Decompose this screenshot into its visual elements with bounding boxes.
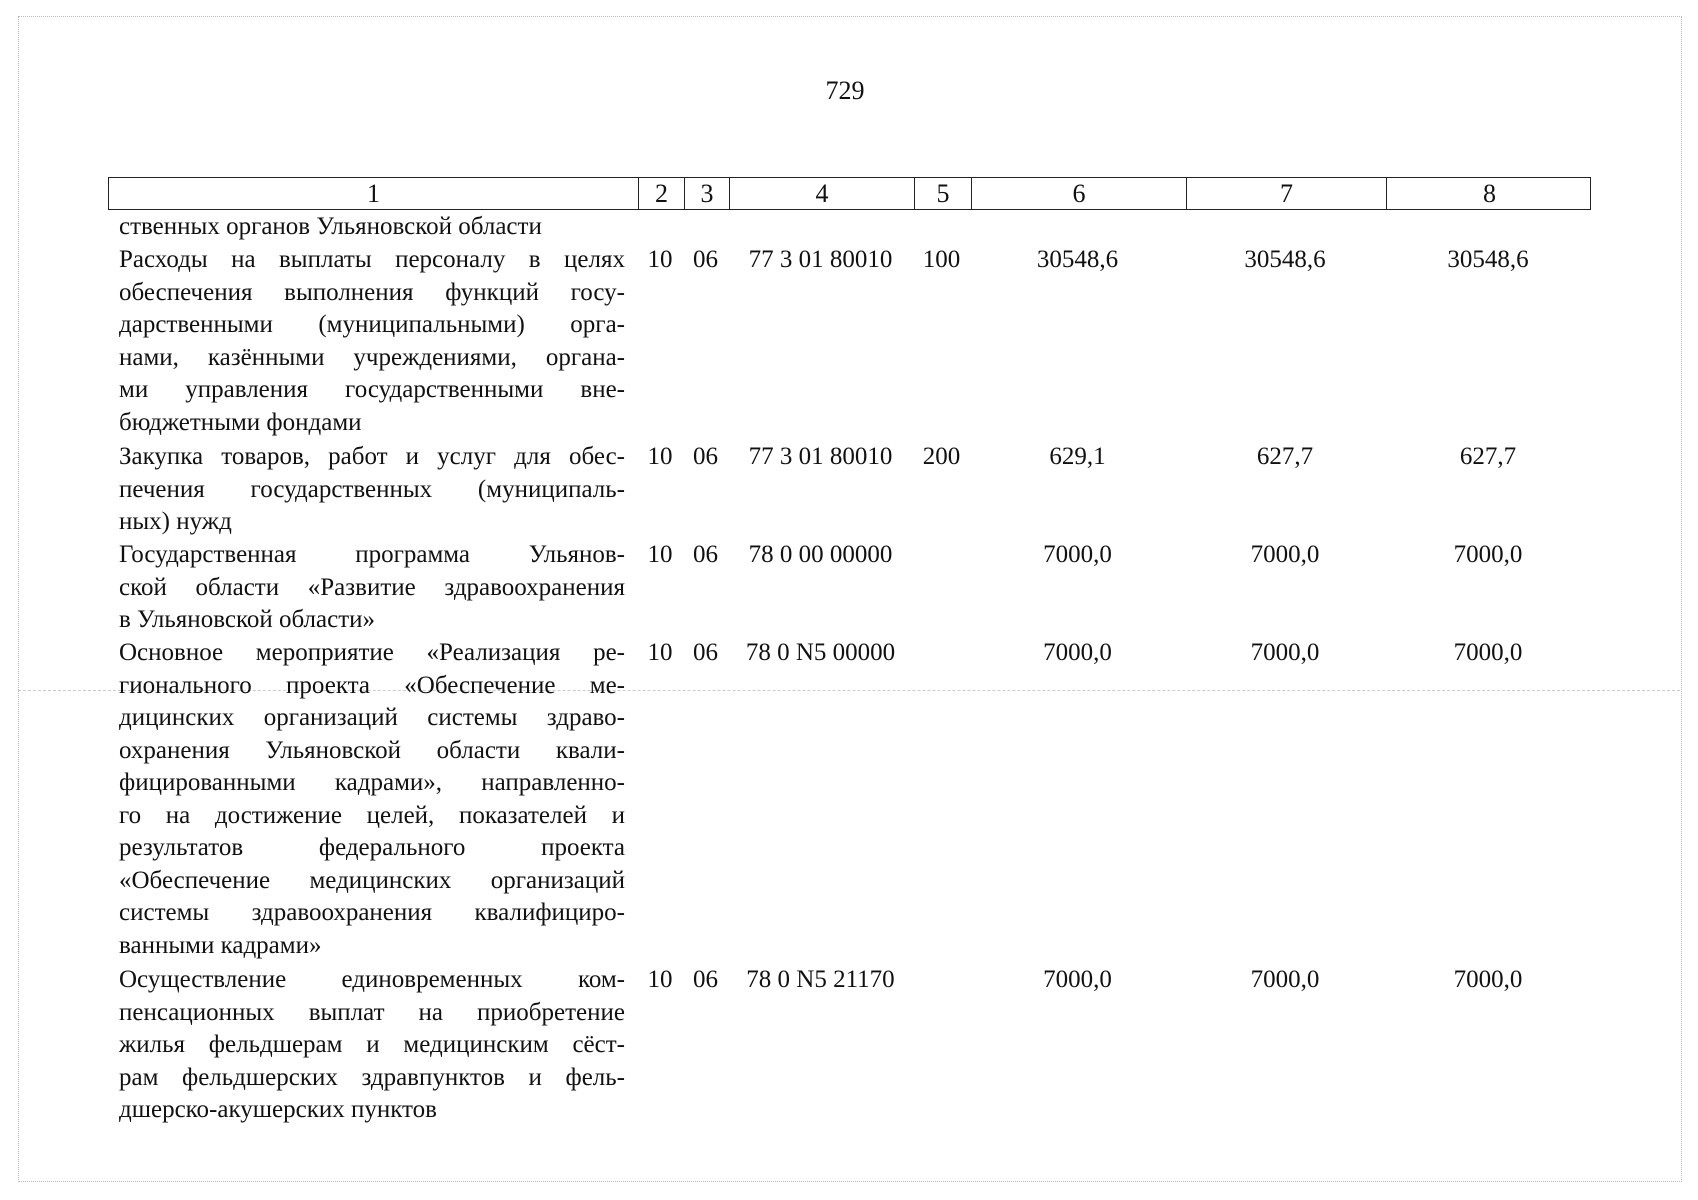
description-line: дицинских организаций системы здраво- <box>119 704 625 731</box>
cell-c7: 7000,0 <box>1250 966 1320 993</box>
description-line: го на достижение целей, показателей и <box>119 801 625 829</box>
header-col-5: 5 <box>914 178 971 209</box>
cell-c7: 7000,0 <box>1250 639 1320 666</box>
cell-c8: 7000,0 <box>1453 541 1523 568</box>
row-description <box>119 964 625 1127</box>
description-line: печения государственных (муниципаль- <box>119 475 625 503</box>
header-col-1: 1 <box>367 179 380 208</box>
description-line: фицированными кадрами», направленно- <box>119 769 625 796</box>
header-col-7: 7 <box>1186 178 1386 209</box>
header-col-2: 2 <box>638 178 684 209</box>
cell-c5: 100 <box>922 246 961 273</box>
description-line: нами, казёнными учреждениями, органа- <box>119 343 625 371</box>
cell-c7: 30548,6 <box>1244 246 1326 273</box>
cell-c3: 06 <box>693 639 718 666</box>
cell-c3: 06 <box>693 246 718 273</box>
cell-c2: 10 <box>647 639 673 666</box>
description-line: ственных органов Ульяновской области <box>119 213 542 240</box>
description-line: дшерско-акушерских пунктов <box>119 1096 437 1123</box>
description-line: обеспечения выполнения функций госу- <box>119 278 625 306</box>
description-line: в Ульяновской области» <box>119 606 376 633</box>
cell-c8: 7000,0 <box>1453 639 1523 666</box>
description-line: «Обеспечение медицинских организаций <box>119 866 625 894</box>
cell-c3: 06 <box>693 443 718 470</box>
cell-c2: 10 <box>647 443 673 470</box>
cell-c4: 78 0 N5 21170 <box>746 966 895 993</box>
cell-c2: 10 <box>647 246 673 273</box>
description-line: ской области «Развитие здравоохранения <box>119 573 625 601</box>
table-header <box>108 177 1591 210</box>
cell-c6: 7000,0 <box>1043 639 1112 666</box>
description-line: ми управления государственными вне- <box>119 376 625 403</box>
description-line: пенсационных выплат на приобретение <box>119 998 625 1026</box>
cell-c3: 06 <box>693 541 718 568</box>
row-description <box>119 244 625 439</box>
cell-c8: 627,7 <box>1459 443 1517 470</box>
row-description <box>119 441 625 539</box>
description-line: дарственными (муниципальными) орга- <box>119 311 625 338</box>
cell-c5: 200 <box>922 443 961 470</box>
page-number: 729 <box>825 76 865 105</box>
description-line: результатов федерального проекта <box>119 834 625 861</box>
row-description <box>119 211 625 244</box>
header-col-6: 6 <box>971 178 1186 209</box>
description-line: Закупка товаров, работ и услуг для обес- <box>119 443 625 470</box>
description-line: жилья фельдшерам и медицинским сёст- <box>119 1031 625 1058</box>
row-description <box>119 539 625 637</box>
description-line: бюджетными фондами <box>119 408 362 436</box>
description-line: ных) нужд <box>119 508 232 535</box>
cell-c6: 7000,0 <box>1043 541 1112 568</box>
description-line: Осуществление единовременных ком- <box>119 966 625 993</box>
cell-c4: 77 3 01 80010 <box>748 246 893 273</box>
cell-c2: 10 <box>647 966 673 993</box>
header-col-4: 4 <box>729 178 914 209</box>
cell-c4: 78 0 00 00000 <box>748 541 893 568</box>
description-line: Государственная программа Ульянов- <box>119 541 625 568</box>
header-col-8: 8 <box>1386 178 1592 209</box>
cell-c7: 627,7 <box>1256 443 1314 470</box>
cell-c6: 629,1 <box>1049 443 1106 470</box>
cell-c2: 10 <box>647 541 673 568</box>
cell-c7: 7000,0 <box>1250 541 1320 568</box>
cell-c6: 30548,6 <box>1036 246 1119 273</box>
description-line: охранения Ульяновской области квали- <box>119 736 625 764</box>
cell-c8: 7000,0 <box>1453 966 1523 993</box>
row-description <box>119 637 625 962</box>
description-line: ванными кадрами» <box>119 931 322 959</box>
header-col-3: 3 <box>684 178 729 209</box>
description-line: Расходы на выплаты персоналу в целях <box>119 246 625 273</box>
cell-c6: 7000,0 <box>1043 966 1112 993</box>
description-line: системы здравоохранения квалифициро- <box>119 899 625 926</box>
cell-c4: 77 3 01 80010 <box>748 443 893 470</box>
description-line: Основное мероприятие «Реализация ре- <box>119 639 625 666</box>
description-line: гионального проекта «Обеспечение ме- <box>119 671 625 699</box>
cell-c3: 06 <box>693 966 718 993</box>
description-line: рам фельдшерских здравпунктов и фель- <box>119 1063 625 1091</box>
cell-c4: 78 0 N5 00000 <box>745 639 896 666</box>
cell-c8: 30548,6 <box>1447 246 1529 273</box>
